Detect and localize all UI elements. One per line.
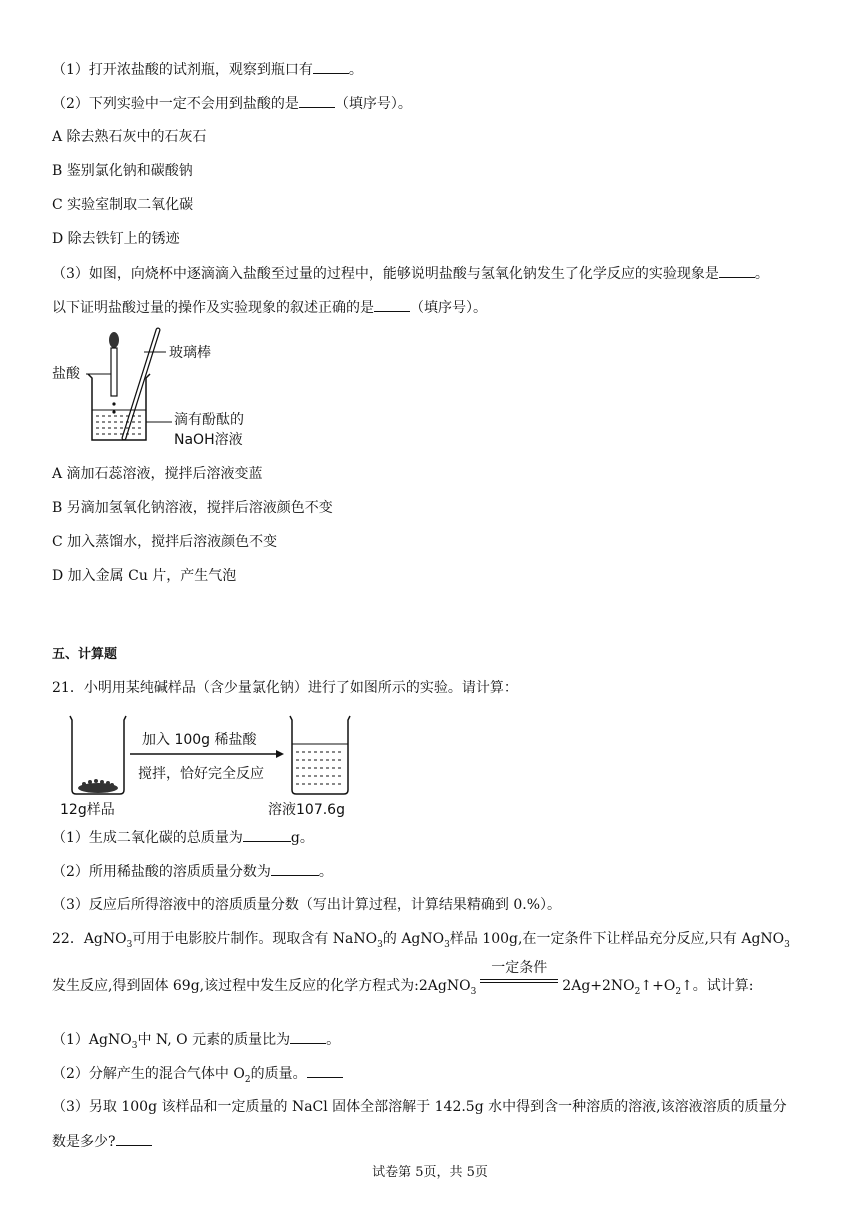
subscript: 2: [634, 986, 641, 997]
solution-beaker: [290, 716, 350, 794]
answer-blank[interactable]: [719, 263, 755, 278]
q20-option-d: D 除去铁钉上的锈迹: [52, 231, 180, 247]
answer-blank[interactable]: [299, 93, 335, 108]
label-stir-react: 搅拌，恰好完全反应: [138, 766, 264, 782]
subscript: 3: [131, 1040, 138, 1051]
q20-part1-end: 。: [348, 62, 363, 78]
answer-blank[interactable]: [271, 861, 319, 876]
q22-line2-c: ↑+O: [640, 978, 676, 994]
subscript: 3: [444, 939, 450, 950]
reaction-condition: [480, 960, 558, 996]
q22-part1-b: 中 N, O 元素的质量比为: [137, 1032, 291, 1048]
q22-stem-d: 样品 100g,在一定条件下让样品充分反应,只有 AgNO: [449, 931, 785, 947]
q20-part3-text: （3）如图，向烧杯中逐滴滴入盐酸至过量的过程中，能够说明盐酸与氢氧化钠发生了化学反应的实验现象是: [52, 266, 719, 282]
subscript: 3: [126, 939, 133, 950]
q21-stem: 21．小明用某纯碱样品（含少量氯化钠）进行了如图所示的实验。请计算：: [52, 680, 518, 696]
q22-line2-b: 2Ag+2NO: [562, 978, 635, 994]
q22-stem-b: 可用于电影胶片制作。现取含有 NaNO: [132, 931, 378, 947]
q20-part3b-end: （填序号）。: [410, 300, 487, 316]
q20-option-a: A 除去熟石灰中的石灰石: [52, 129, 207, 145]
section-title: 五、计算题: [52, 647, 118, 662]
q22-stem-a: 22．AgNO: [52, 931, 127, 947]
q22-part2: [52, 1063, 343, 1090]
q20-part2-end: （填序号）。: [334, 96, 412, 112]
q22-line2-a: 发生反应,得到固体 69g,该过程中发生反应的化学方程式为:2AgNO: [52, 978, 471, 994]
q21-part1: [52, 827, 314, 848]
q22-stem-c: 的 AgNO: [382, 931, 445, 947]
sample-beaker: [70, 716, 126, 794]
q20-option-b: B 鉴别氯化钠和碳酸钠: [52, 163, 193, 179]
q22-part2-a: （2）分解产生的混合气体中 O: [52, 1066, 245, 1082]
q20-part3b-text: 以下证明盐酸过量的操作及实验现象的叙述正确的是: [52, 300, 374, 316]
q20-part2: [52, 93, 412, 114]
sample-solid: [78, 779, 118, 793]
q21-part2-end: 。: [318, 864, 333, 880]
label-solution-line2: NaOH溶液: [174, 432, 243, 448]
subscript: 3: [784, 939, 790, 950]
beaker-titration-figure: [48, 326, 278, 456]
q20-part3-end: 。: [754, 266, 769, 282]
subscript: 3: [377, 939, 383, 950]
q20-part1: [52, 59, 363, 80]
q20-part3-option-c: C 加入蒸馏水，搅拌后溶液颜色不变: [52, 534, 278, 550]
dropper-tube: [111, 348, 117, 396]
answer-blank[interactable]: [290, 1029, 326, 1044]
q22-part3: （3）另取 100g 该样品和一定质量的 NaCl 固体全部溶解于 142.5g 水中得到含一种溶质的溶液,该溶液溶质的质量分: [52, 1099, 787, 1115]
subscript: 3: [470, 986, 477, 997]
reaction-condition-text: 一定条件: [491, 960, 548, 976]
q22-equation-line: [52, 960, 754, 1002]
q22-part1-a: （1）AgNO: [52, 1032, 132, 1048]
q20-part3b: [52, 297, 487, 318]
answer-blank[interactable]: [374, 297, 410, 312]
reaction-flow-figure: [54, 710, 364, 822]
label-glass-rod: 玻璃棒: [169, 345, 211, 361]
q22-part2-b: 的质量。: [250, 1066, 307, 1082]
q20-part1-text: （1）打开浓盐酸的试剂瓶，观察到瓶口有: [52, 62, 313, 78]
q21-part1-end: g。: [290, 830, 314, 846]
q20-part3: [52, 263, 769, 284]
q21-part3: （3）反应后所得溶液中的溶质质量分数（写出计算过程，计算结果精确到 0.%）。: [52, 897, 562, 913]
q22-part1: [52, 1029, 340, 1056]
label-solution-line1: 滴有酚酞的: [174, 412, 244, 428]
label-solution-mass: 溶液107.6g: [268, 802, 345, 818]
answer-blank[interactable]: [307, 1063, 343, 1078]
q20-part2-text: （2）下列实验中一定不会用到盐酸的是: [52, 96, 299, 112]
subscript: 2: [244, 1074, 251, 1085]
q22-stem: [52, 929, 790, 955]
dropper-bulb: [109, 332, 119, 348]
q20-part3-option-d: D 加入金属 Cu 片，产生气泡: [52, 568, 237, 584]
q21-part2-text: （2）所用稀盐酸的溶质质量分数为: [52, 864, 271, 880]
q20-part3-option-a: A 滴加石蕊溶液，搅拌后溶液变蓝: [52, 466, 263, 482]
label-hydrochloric-acid: 盐酸: [52, 366, 80, 382]
q20-option-c: C 实验室制取二氧化碳: [52, 197, 194, 213]
label-sample: 12g样品: [60, 802, 115, 818]
q22-part3b-text: 数是多少?: [52, 1134, 116, 1150]
q21-part2: [52, 861, 333, 882]
q22-part1-end: 。: [326, 1032, 341, 1048]
page-footer: 试卷第 5页，共 5页: [372, 1165, 488, 1180]
q22-part3b: [52, 1131, 152, 1152]
q22-line2-d: ↑。试计算:: [681, 978, 754, 994]
subscript: 2: [675, 986, 682, 997]
q20-part3-option-b: B 另滴加氢氧化钠溶液，搅拌后溶液颜色不变: [52, 500, 333, 516]
label-add-acid: 加入 100g 稀盐酸: [142, 732, 257, 748]
answer-blank[interactable]: [116, 1131, 152, 1146]
answer-blank[interactable]: [243, 827, 291, 842]
q21-part1-text: （1）生成二氧化碳的总质量为: [52, 830, 243, 846]
answer-blank[interactable]: [313, 59, 349, 74]
